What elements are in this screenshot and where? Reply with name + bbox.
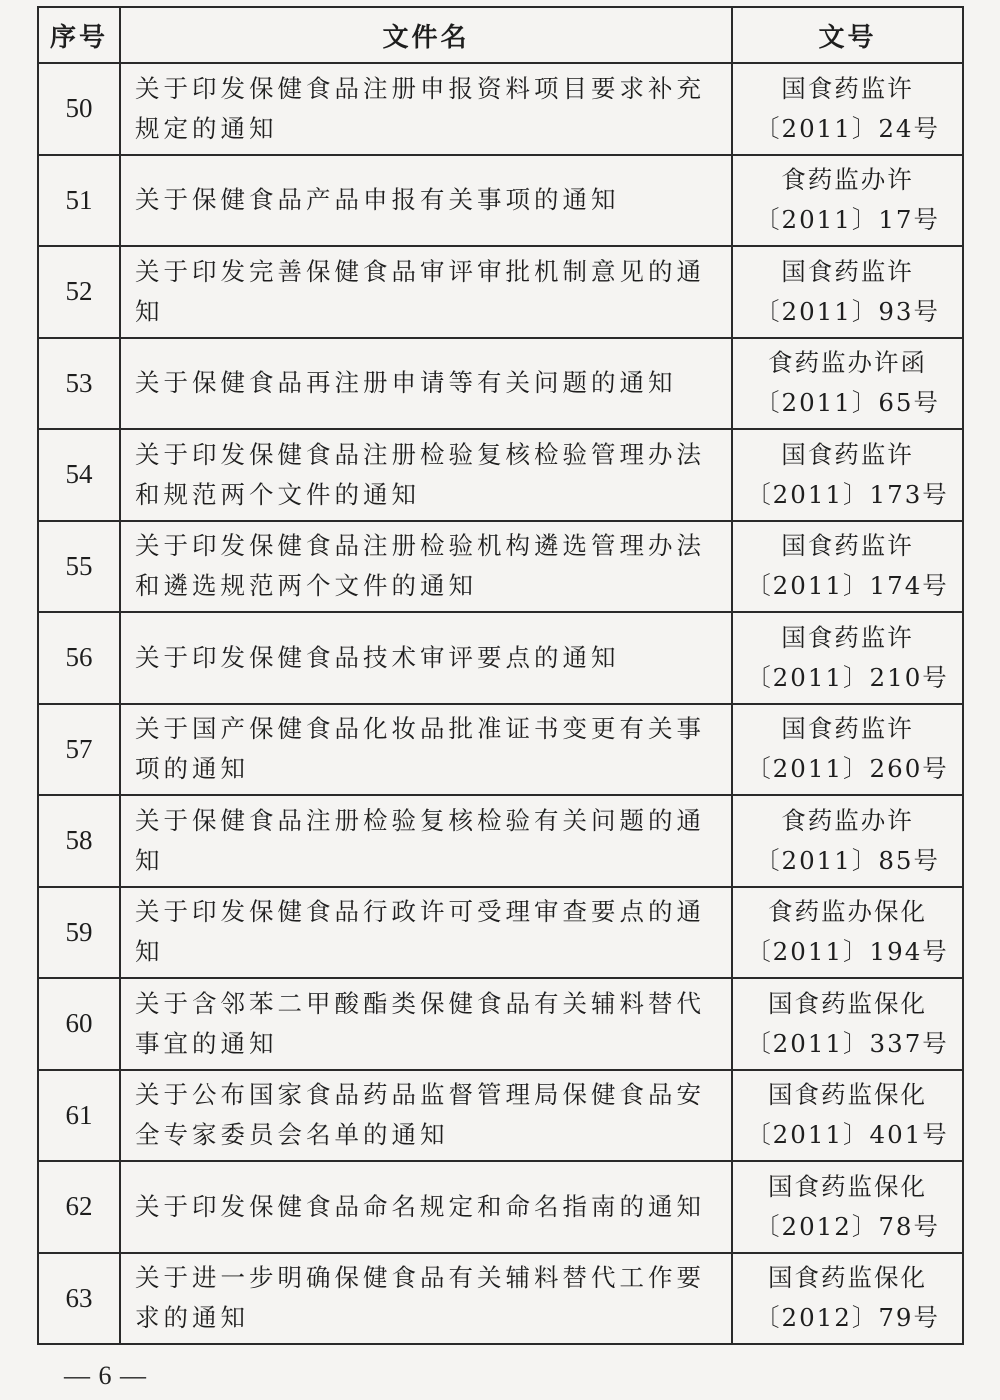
table-row [38,63,963,155]
document-number-code: 〔2011〕17号 [754,205,941,235]
document-number-cell [732,246,963,338]
document-number-code: 〔2011〕337号 [746,1028,949,1058]
table-row [38,521,963,613]
document-title-cell: 关于国产保健食品化妆品批准证书变更有关事项的通知 [120,704,732,796]
table-row [38,887,963,979]
serial-number-cell: 63 [38,1253,120,1345]
document-number-issuer: 食药监办保化 [768,897,927,927]
serial-number-cell: 54 [38,429,120,521]
document-number-code: 〔2012〕79号 [754,1303,941,1333]
document-number-code: 〔2011〕93号 [754,296,941,326]
document-number-cell [732,704,963,796]
table-row [38,704,963,796]
table-row [38,155,963,247]
document-number-cell [732,338,963,430]
serial-number-cell: 58 [38,795,120,887]
document-number-issuer: 食药监办许 [781,805,914,835]
header-document-number: 文号 [732,7,963,63]
serial-number-cell: 55 [38,521,120,613]
document-number-code: 〔2011〕173号 [746,479,949,509]
serial-number-cell: 62 [38,1161,120,1253]
document-number-code: 〔2011〕85号 [754,845,941,875]
document-number-cell [732,63,963,155]
page-number: — 6 — [64,1361,147,1390]
document-number-code: 〔2011〕174号 [746,571,949,601]
document-title-cell: 关于进一步明确保健食品有关辅料替代工作要求的通知 [120,1253,732,1345]
table-row [38,338,963,430]
document-number-cell [732,429,963,521]
document-number-code: 〔2012〕78号 [754,1211,941,1241]
document-title-cell: 关于公布国家食品药品监督管理局保健食品安全专家委员会名单的通知 [120,1070,732,1162]
document-number-code: 〔2011〕65号 [754,388,941,418]
document-number-code: 〔2011〕260号 [746,754,949,784]
serial-number-cell: 60 [38,978,120,1070]
document-number-issuer: 食药监办许 [781,165,914,195]
table-header-row [38,7,963,63]
table-row [38,1070,963,1162]
table-row [38,1161,963,1253]
document-number-code: 〔2011〕24号 [754,113,941,143]
document-number-cell [732,887,963,979]
serial-number-cell: 53 [38,338,120,430]
document-title-cell: 关于印发保健食品注册检验复核检验管理办法和规范两个文件的通知 [120,429,732,521]
document-number-cell [732,612,963,704]
table-row [38,1253,963,1345]
document-number-issuer: 国食药监保化 [768,1171,927,1201]
header-serial-number: 序号 [38,7,120,63]
serial-number-cell: 57 [38,704,120,796]
document-number-issuer: 国食药监许 [781,531,914,561]
document-title-cell: 关于印发保健食品技术审评要点的通知 [120,612,732,704]
document-number-cell [732,1253,963,1345]
document-title-cell: 关于保健食品再注册申请等有关问题的通知 [120,338,732,430]
document-title-cell: 关于印发保健食品行政许可受理审查要点的通知 [120,887,732,979]
document-title-cell: 关于印发完善保健食品审评审批机制意见的通知 [120,246,732,338]
document-number-cell [732,521,963,613]
document-number-issuer: 国食药监许 [781,73,914,103]
document-title-cell: 关于印发保健食品注册检验机构遴选管理办法和遴选规范两个文件的通知 [120,521,732,613]
document-number-cell [732,978,963,1070]
document-title-cell: 关于印发保健食品命名规定和命名指南的通知 [120,1161,732,1253]
document-number-issuer: 国食药监许 [781,256,914,286]
document-number-issuer: 国食药监许 [781,622,914,652]
document-number-issuer: 国食药监许 [781,439,914,469]
table-row [38,978,963,1070]
document-title-cell: 关于含邻苯二甲酸酯类保健食品有关辅料替代事宜的通知 [120,978,732,1070]
document-number-cell [732,155,963,247]
table-row [38,612,963,704]
document-number-cell [732,1161,963,1253]
document-number-code: 〔2011〕194号 [746,937,949,967]
document-title-cell: 关于印发保健食品注册申报资料项目要求补充规定的通知 [120,63,732,155]
table-row [38,795,963,887]
document-number-issuer: 国食药监保化 [768,988,927,1018]
document-number-issuer: 国食药监许 [781,714,914,744]
serial-number-cell: 61 [38,1070,120,1162]
document-number-cell [732,795,963,887]
table-row [38,429,963,521]
document-number-cell [732,1070,963,1162]
serial-number-cell: 51 [38,155,120,247]
serial-number-cell: 52 [38,246,120,338]
document-number-issuer: 国食药监保化 [768,1080,927,1110]
document-table [37,6,964,1345]
document-number-issuer: 国食药监保化 [768,1263,927,1293]
header-document-title: 文件名 [120,7,732,63]
table-row [38,246,963,338]
document-number-code: 〔2011〕401号 [746,1120,949,1150]
document-title-cell: 关于保健食品产品申报有关事项的通知 [120,155,732,247]
serial-number-cell: 59 [38,887,120,979]
serial-number-cell: 56 [38,612,120,704]
document-number-code: 〔2011〕210号 [746,662,949,692]
serial-number-cell: 50 [38,63,120,155]
document-number-issuer: 食药监办许函 [768,348,927,378]
document-title-cell: 关于保健食品注册检验复核检验有关问题的通知 [120,795,732,887]
